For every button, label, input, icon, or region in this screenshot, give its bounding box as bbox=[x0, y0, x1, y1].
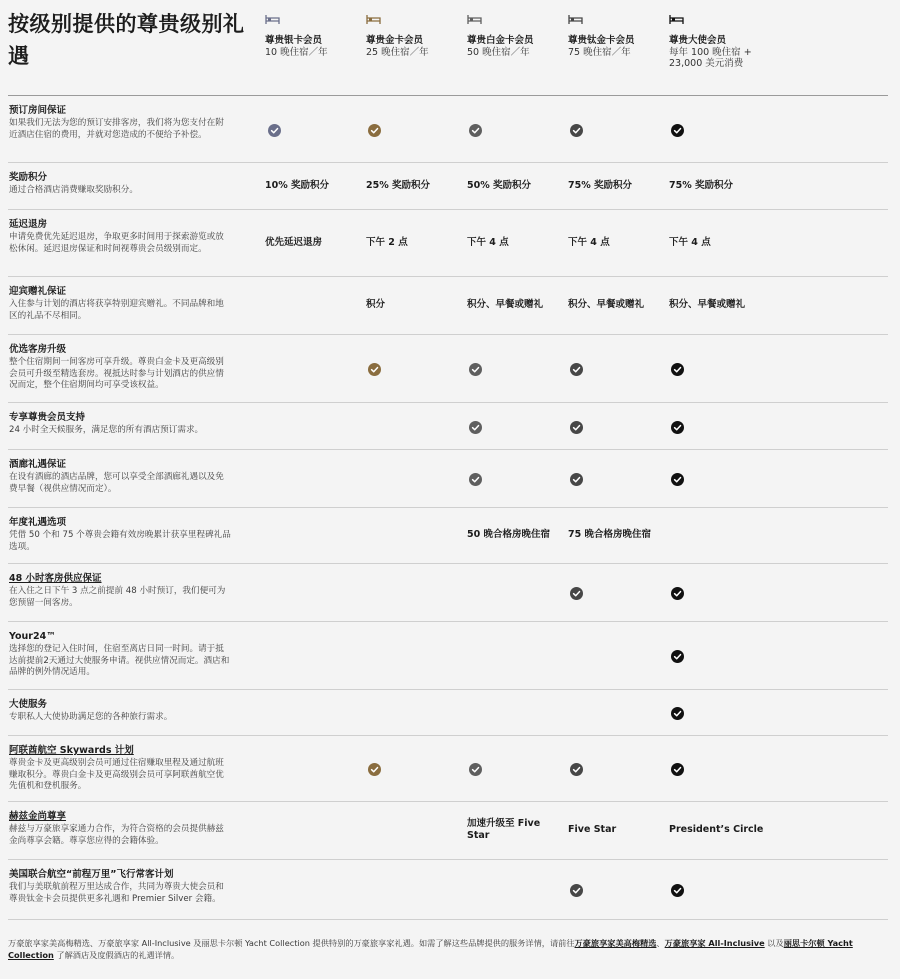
benefit-title[interactable]: 48 小时客房供应保证 bbox=[9, 573, 102, 584]
benefit-detail: 凭借 50 个和 75 个尊贵会籍有效房晚累计获享里程碑礼品选项。 bbox=[9, 530, 231, 552]
footer-link-yacht[interactable]: 丽思卡尔顿 Yacht Collection bbox=[8, 938, 853, 960]
tier-requirement: 50 晚住宿／年 bbox=[467, 47, 530, 58]
benefit-detail: 在入住之日下午 3 点之前提前 48 小时预订，我们便可为您预留一间客房。 bbox=[9, 586, 226, 608]
check-icon bbox=[570, 585, 583, 598]
benefit-value: 下午 4 点 bbox=[568, 237, 610, 248]
benefit-detail: 24 小时全天候服务，满足您的所有酒店预订需求。 bbox=[9, 425, 204, 435]
footer-text-end: 了解酒店及度假酒店的礼遇详情。 bbox=[53, 949, 180, 960]
benefit-title: 年度礼遇选项 bbox=[9, 517, 67, 528]
benefit-detail: 赫兹与万豪旅享家通力合作，为符合资格的会员提供赫兹金尚尊享会籍。尊享您应得的会籍体验。 bbox=[9, 824, 224, 846]
row-divider bbox=[8, 621, 888, 622]
row-divider bbox=[8, 919, 888, 920]
check-icon bbox=[671, 648, 684, 661]
check-icon bbox=[570, 471, 583, 484]
benefit-title: 专享尊贵会员支持 bbox=[9, 412, 86, 423]
check-icon bbox=[671, 122, 684, 135]
tier-name: 尊贵白金卡会员 bbox=[467, 35, 534, 46]
benefit-title: 大使服务 bbox=[9, 699, 48, 710]
benefit-value: 75% 奖励积分 bbox=[669, 180, 734, 191]
tier-requirement: 10 晚住宿／年 bbox=[265, 47, 328, 58]
benefit-value: 75 晚合格房晚住宿 bbox=[568, 529, 652, 540]
benefit-value: 下午 4 点 bbox=[669, 237, 711, 248]
tier-column-header bbox=[265, 10, 365, 58]
benefit-description bbox=[9, 105, 231, 141]
benefit-title: 延迟退房 bbox=[9, 219, 48, 230]
benefit-detail: 通过合格酒店消费赚取奖励积分。 bbox=[9, 185, 138, 195]
check-icon bbox=[671, 471, 684, 484]
tier-name: 尊贵大使会员 bbox=[669, 35, 727, 46]
row-divider bbox=[8, 95, 888, 96]
benefit-description bbox=[9, 517, 231, 553]
check-icon bbox=[570, 122, 583, 135]
row-divider bbox=[8, 507, 888, 508]
tier-requirement: 23,000 美元消费 bbox=[669, 58, 744, 69]
benefit-title[interactable]: 阿联酋航空 Skywards 计划 bbox=[9, 745, 134, 756]
benefit-title: 优选客房升级 bbox=[9, 344, 67, 355]
benefit-detail: 入住参与计划的酒店将获享特别迎宾赠礼。不同品牌和地区的礼品不尽相同。 bbox=[9, 299, 224, 321]
footer-separator: 以及 bbox=[764, 938, 784, 948]
check-icon bbox=[570, 361, 583, 374]
footer-link-all-inclusive[interactable]: 万豪旅享家 All-Inclusive bbox=[664, 938, 765, 948]
benefit-description bbox=[9, 573, 231, 609]
row-divider bbox=[8, 735, 888, 736]
benefit-description bbox=[9, 286, 231, 322]
check-icon bbox=[671, 882, 684, 895]
benefit-detail: 申请免费优先延迟退房，争取更多时间用于探索游览或放松休闲。延迟退房保证和时间视尊贵会员级别而定。 bbox=[9, 232, 224, 254]
check-icon bbox=[671, 761, 684, 774]
check-icon bbox=[368, 122, 381, 135]
benefit-value: 75% 奖励积分 bbox=[568, 180, 633, 191]
check-icon bbox=[671, 585, 684, 598]
benefit-description bbox=[9, 412, 231, 437]
tier-column-header bbox=[669, 10, 769, 69]
benefit-title: 迎宾赠礼保证 bbox=[9, 286, 67, 297]
benefit-title: 预订房间保证 bbox=[9, 105, 67, 116]
check-icon bbox=[469, 419, 482, 432]
benefit-value: 10% 奖励积分 bbox=[265, 180, 330, 191]
check-icon bbox=[671, 361, 684, 374]
check-icon bbox=[368, 361, 381, 374]
row-divider bbox=[8, 162, 888, 163]
check-icon bbox=[469, 761, 482, 774]
row-divider bbox=[8, 859, 888, 860]
benefit-value: 加速升级至 Five bbox=[467, 818, 541, 829]
benefit-title: Your24™ bbox=[9, 631, 56, 642]
tier-name: 尊贵钛金卡会员 bbox=[568, 35, 635, 46]
benefit-description bbox=[9, 811, 231, 847]
check-icon bbox=[268, 122, 281, 135]
benefit-detail: 整个住宿期间一间客房可享升级。尊贵白金卡及更高级别会员可升级至精选套房。视抵达时参与计划酒店的供应情况而定，整个住宿期间均可享受该权益。 bbox=[9, 357, 224, 390]
benefit-title[interactable]: 赫兹金尚尊享 bbox=[9, 811, 67, 822]
row-divider bbox=[8, 689, 888, 690]
footer-separator: 、 bbox=[656, 938, 665, 948]
benefit-detail: 专职私人大使协助满足您的各种旅行需求。 bbox=[9, 712, 173, 722]
benefit-value: 25% 奖励积分 bbox=[366, 180, 431, 191]
footer-text: 万豪旅享家美高梅精选、万豪旅享家 All-Inclusive 及丽思卡尔顿 Yacht Collection 提供特别的万豪旅享家礼遇。如需了解这些品牌提供的服务详情，请前往 bbox=[8, 938, 575, 948]
benefit-value: 积分 bbox=[366, 299, 386, 310]
benefit-detail: 尊贵金卡及更高级别会员可通过住宿赚取里程及通过航班赚取积分。尊贵白金卡及更高级别会员可享阿联酋航空优先值机和登机服务。 bbox=[9, 758, 224, 791]
tier-name: 尊贵金卡会员 bbox=[366, 35, 424, 46]
benefit-detail: 我们与美联航前程万里达成合作，共同为尊贵大使会员和尊贵钛金卡会员提供更多礼遇和 Premier Silver 会籍。 bbox=[9, 882, 224, 904]
benefit-detail: 选择您的登记入住时间，住宿至离店日同一时间。请于抵达前提前2天通过大使服务申请。视供应情况而定。酒店和品牌的例外情况适用。 bbox=[9, 644, 230, 677]
check-icon bbox=[570, 761, 583, 774]
benefit-title: 酒廊礼遇保证 bbox=[9, 459, 67, 470]
benefit-detail: 在设有酒廊的酒店品牌，您可以享受全部酒廊礼遇以及免费早餐（视供应情况而定）。 bbox=[9, 472, 224, 494]
benefit-description bbox=[9, 172, 231, 197]
benefit-value: 优先延迟退房 bbox=[265, 237, 323, 248]
bed-icon bbox=[669, 10, 684, 21]
row-divider bbox=[8, 209, 888, 210]
tier-requirement: 25 晚住宿／年 bbox=[366, 47, 429, 58]
benefit-value: Star bbox=[467, 830, 490, 841]
tier-column-header bbox=[568, 10, 668, 58]
tier-name: 尊贵银卡会员 bbox=[265, 35, 323, 46]
benefit-value: Five Star bbox=[568, 824, 617, 835]
row-divider bbox=[8, 334, 888, 335]
bed-icon bbox=[568, 10, 583, 21]
row-divider bbox=[8, 402, 888, 403]
benefit-description bbox=[9, 344, 231, 392]
benefit-title: 美国联合航空“前程万里”飞行常客计划 bbox=[9, 869, 174, 880]
benefit-value: 50% 奖励积分 bbox=[467, 180, 532, 191]
bed-icon bbox=[265, 10, 280, 21]
check-icon bbox=[570, 882, 583, 895]
check-icon bbox=[469, 361, 482, 374]
benefit-value: President’s Circle bbox=[669, 824, 764, 835]
benefit-title: 奖励积分 bbox=[9, 172, 48, 183]
bed-icon bbox=[467, 10, 482, 21]
benefit-value: 50 晚合格房晚住宿 bbox=[467, 529, 551, 540]
benefit-description bbox=[9, 219, 231, 255]
benefit-description bbox=[9, 631, 231, 679]
benefit-value: 下午 4 点 bbox=[467, 237, 509, 248]
tier-column-header bbox=[366, 10, 466, 58]
footer-note bbox=[8, 938, 888, 961]
check-icon bbox=[368, 761, 381, 774]
benefit-description bbox=[9, 869, 231, 905]
benefit-detail: 如果我们无法为您的预订安排客房，我们将为您支付在附近酒店住宿的费用，并就对您造成的不便给予补偿。 bbox=[9, 118, 224, 140]
footer-link-mgm[interactable]: 万豪旅享家美高梅精选 bbox=[574, 938, 657, 948]
tier-requirement: 75 晚住宿／年 bbox=[568, 47, 631, 58]
check-icon bbox=[469, 122, 482, 135]
bed-icon bbox=[366, 10, 381, 21]
row-divider bbox=[8, 801, 888, 802]
benefit-description bbox=[9, 745, 231, 793]
check-icon bbox=[671, 705, 684, 718]
row-divider bbox=[8, 563, 888, 564]
benefit-value: 下午 2 点 bbox=[366, 237, 408, 248]
benefit-value: 积分、早餐或赠礼 bbox=[467, 299, 544, 310]
benefit-value: 积分、早餐或赠礼 bbox=[669, 299, 746, 310]
row-divider bbox=[8, 276, 888, 277]
benefit-description bbox=[9, 459, 231, 495]
benefit-description bbox=[9, 699, 231, 724]
page-title: 按级别提供的尊贵级别礼遇 bbox=[8, 12, 245, 68]
benefit-value: 积分、早餐或赠礼 bbox=[568, 299, 645, 310]
tier-column-header bbox=[467, 10, 567, 58]
row-divider bbox=[8, 449, 888, 450]
tier-requirement: 每年 100 晚住宿 + bbox=[669, 47, 752, 58]
check-icon bbox=[671, 419, 684, 432]
check-icon bbox=[469, 471, 482, 484]
check-icon bbox=[570, 419, 583, 432]
